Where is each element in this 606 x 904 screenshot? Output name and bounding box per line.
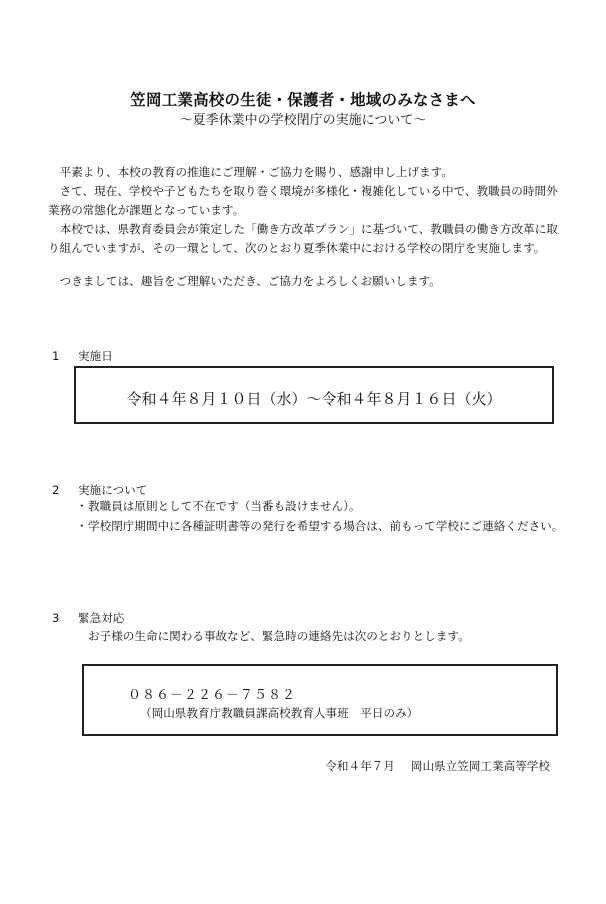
emergency-phone-note: （岡山県教育庁教職員課高校教育人事班 平日のみ） <box>140 706 419 720</box>
intro-paragraph-greeting: 平素より、本校の教育の推進にご理解・ご協力を賜り、感謝申し上げます。 <box>59 165 453 179</box>
issue-date: 令和４年７月 <box>325 759 395 773</box>
bullet-mark: ・ <box>76 499 88 513</box>
section-number: 2 <box>52 483 60 497</box>
list-item <box>76 497 576 516</box>
section-title: 緊急対応 <box>78 611 125 625</box>
list-item <box>76 517 576 536</box>
date-range-box <box>74 366 554 424</box>
document-footer <box>325 758 550 774</box>
school-name: 岡山県立笠岡工業高等学校 <box>410 759 550 773</box>
section-3-heading <box>52 610 124 626</box>
date-range: 令和４年８月１０日（水）～令和４年８月１６日（火） <box>126 390 502 408</box>
intro-paragraph-background: さて、現在、学校や子どもたちを取り巻く環境が多様化・複雑化している中で、教職員の時間外業務の常態化が課題となっています。 <box>48 184 558 217</box>
section-title: 実施日 <box>78 349 113 363</box>
section-title: 実施について <box>78 483 148 497</box>
emergency-phone-number: ０８６－２２６－７５８２ <box>128 688 297 703</box>
bullet-mark: ・ <box>76 519 88 533</box>
document-subtitle: ～夏季休業中の学校閉庁の実施について～ <box>179 113 427 128</box>
section-number: 3 <box>52 611 60 625</box>
bullet-text: 教職員は原則として不在です（当番も設けません）。 <box>88 499 361 513</box>
intro-paragraph-request: つきましては、趣旨をご理解いただき、ご協力をよろしくお願いします。 <box>59 274 441 288</box>
section-2-heading <box>52 482 147 498</box>
emergency-description: お子様の生命に関わる事故など、緊急時の連絡先は次のとおりとします。 <box>88 629 470 643</box>
emergency-contact-box <box>82 664 558 736</box>
intro-paragraph-policy: 本校では、県教育委員会が策定した「働き方改革プラン」に基づいて、教職員の働き方改革に取り組んでいますが、その一環として、次のとおり夏季休業中における学校の閉庁を実施します。 <box>48 222 558 255</box>
section-1-heading <box>52 348 113 364</box>
section-number: 1 <box>52 349 60 363</box>
bullet-text: 学校閉庁期間中に各種証明書等の発行を希望する場合は、前もって学校にご連絡ください。 <box>88 519 564 533</box>
document-title: 笠岡工業高校の生徒・保護者・地域のみなさまへ <box>130 91 476 109</box>
